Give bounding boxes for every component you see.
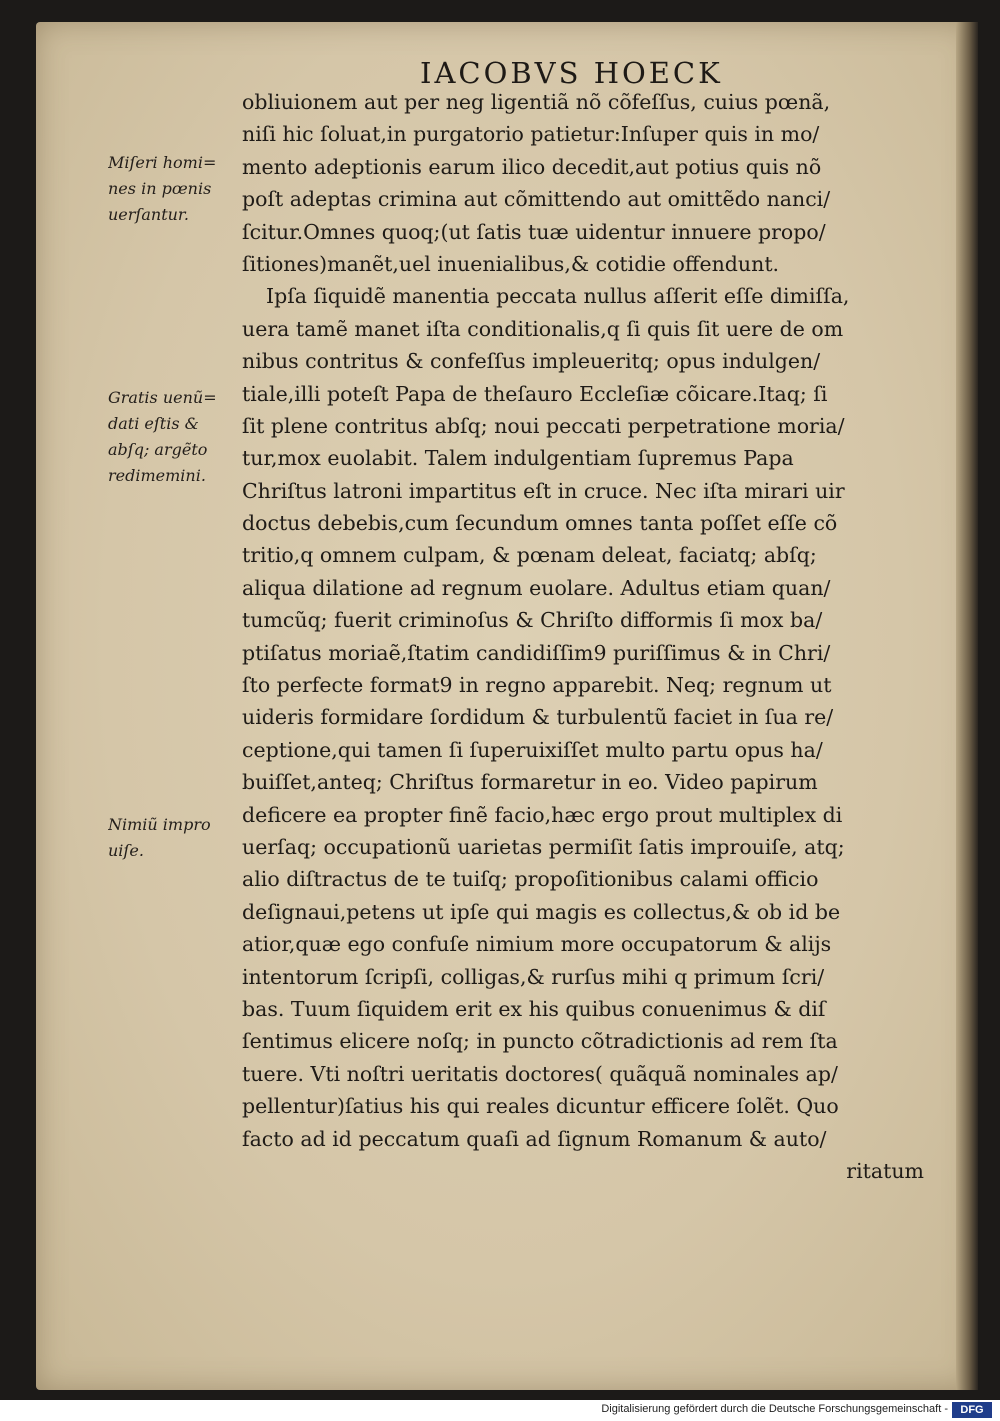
marginal-note-line: abſq; argẽto: [108, 440, 208, 459]
marginal-note: [108, 812, 248, 864]
text-line: aliqua dilatione ad regnum euolare. Adultus etiam quan/: [242, 575, 831, 600]
marginal-note-line: uerſantur.: [108, 205, 189, 224]
text-line: ptiſatus moriaẽ,ſtatim candidiſſim9 puriſſimus & in Chri/: [242, 640, 831, 665]
text-line: obliuionem aut per neg ligentiã nõ cõfeſſus, cuius pœnã,: [242, 90, 831, 114]
text-line: ſcitur.Omnes quoq;(ut ſatis tuæ uidentur innuere propo/: [242, 219, 826, 244]
dfg-logo-icon: DFG: [952, 1402, 992, 1418]
text-line: intentorum ſcripſi, colligas,& rurſus mihi q primum ſcri/: [242, 964, 825, 989]
marginal-note-line: Nimiũ impro: [108, 815, 211, 834]
text-line: uerſaq; occupationũ uarietas permiſit ſatis improuiſe, atq;: [242, 834, 845, 859]
text-line: ſentimus elicere noſq; in puncto cõtradictionis ad rem ſta: [242, 1029, 838, 1054]
marginal-note-line: nes in pœnis: [108, 179, 212, 198]
text-line: Ipſa ſiquidẽ manentia peccata nullus aſſerit eſſe dimiſſa,: [266, 284, 850, 309]
text-line: deficere ea propter finẽ facio,hæc ergo prout multiplex di: [242, 802, 843, 827]
marginal-note: [108, 150, 248, 228]
text-line: facto ad id peccatum quaſi ad ſignum Romanum & auto/: [242, 1126, 827, 1151]
text-line: Chriſtus latroni impartitus eſt in cruce. Nec iſta mirari uir: [242, 478, 845, 503]
text-line: deſignaui,petens ut ipſe qui magis es collectus,& ob id be: [242, 899, 841, 924]
footer-bar: [0, 1400, 1000, 1421]
text-line: poſt adeptas crimina aut cõmittendo aut omittẽdo nanci/: [242, 187, 831, 212]
text-line: bas. Tuum ſiquidem erit ex his quibus conuenimus & diſ: [242, 996, 826, 1021]
text-line: pellentur)ſatius his qui reales dicuntur efficere ſolẽt. Quo: [242, 1094, 839, 1119]
body-text: [242, 86, 932, 1187]
text-line: tritio,q omnem culpam, & pœnam deleat, faciatq; abſq;: [242, 543, 817, 568]
marginal-note: [108, 385, 248, 489]
running-head: IACOBVS HOECK: [420, 56, 723, 90]
page-gutter: [956, 22, 978, 1390]
marginal-note-line: Miſeri homi=: [108, 153, 217, 172]
text-line: tiale,illi poteſt Papa de theſauro Eccleſiæ cõicare.Itaq; ſi: [242, 381, 828, 406]
marginal-note-line: Gratis uenũ=: [108, 388, 217, 407]
marginal-note-line: uiſe.: [108, 841, 144, 860]
text-line: nibus contritus & confeſſus impleueritq; opus indulgen/: [242, 349, 821, 374]
text-line: ſto perfecte format9 in regno apparebit. Neq; regnum ut: [242, 673, 832, 698]
text-line: buiſſet,anteq; Chriſtus formaretur in eo. Video papirum: [242, 770, 818, 795]
text-line: uideris formidare ſordidum & turbulentũ faciet in ſua re/: [242, 705, 834, 730]
text-line: mento adeptionis earum ilico decedit,aut potius quis nõ: [242, 154, 822, 179]
text-line: ſit plene contritus abſq; noui peccati perpetratione moria/: [242, 413, 845, 438]
text-line: tuere. Vti noſtri ueritatis doctores( quãquã nominales ap/: [242, 1061, 838, 1086]
text-line: tur,mox euolabit. Talem indulgentiam ſupremus Papa: [242, 446, 794, 471]
marginal-note-line: dati eſtis &: [108, 414, 199, 433]
text-line: tumcũq; fuerit criminoſus & Chriſto difformis ſi mox ba/: [242, 608, 823, 633]
text-line: ſitiones)manẽt,uel inuenialibus,& cotidie offendunt.: [242, 251, 780, 276]
text-line: alio diſtractus de te tuiſq; propoſitionibus calami officio: [242, 867, 819, 892]
text-line: uera tamẽ manet iſta conditionalis,q ſi quis ſit uere de om: [242, 316, 844, 341]
text-line: niſi hic ſoluat,in purgatorio patietur:Inſuper quis in mo/: [242, 122, 820, 147]
text-line: doctus debebis,cum ſecundum omnes tanta poſſet eſſe cõ: [242, 511, 838, 536]
catchword: ritatum: [846, 1158, 924, 1183]
text-line: ceptione,qui tamen ſi ſuperuixiſſet multo partu opus ha/: [242, 737, 823, 762]
marginal-note-line: redimemini.: [108, 466, 206, 485]
footer-credit: Digitalisierung gefördert durch die Deutsche Forschungsgemeinschaft -: [601, 1403, 948, 1415]
text-line: atior,quæ ego confuſe nimium more occupatorum & alijs: [242, 932, 832, 957]
